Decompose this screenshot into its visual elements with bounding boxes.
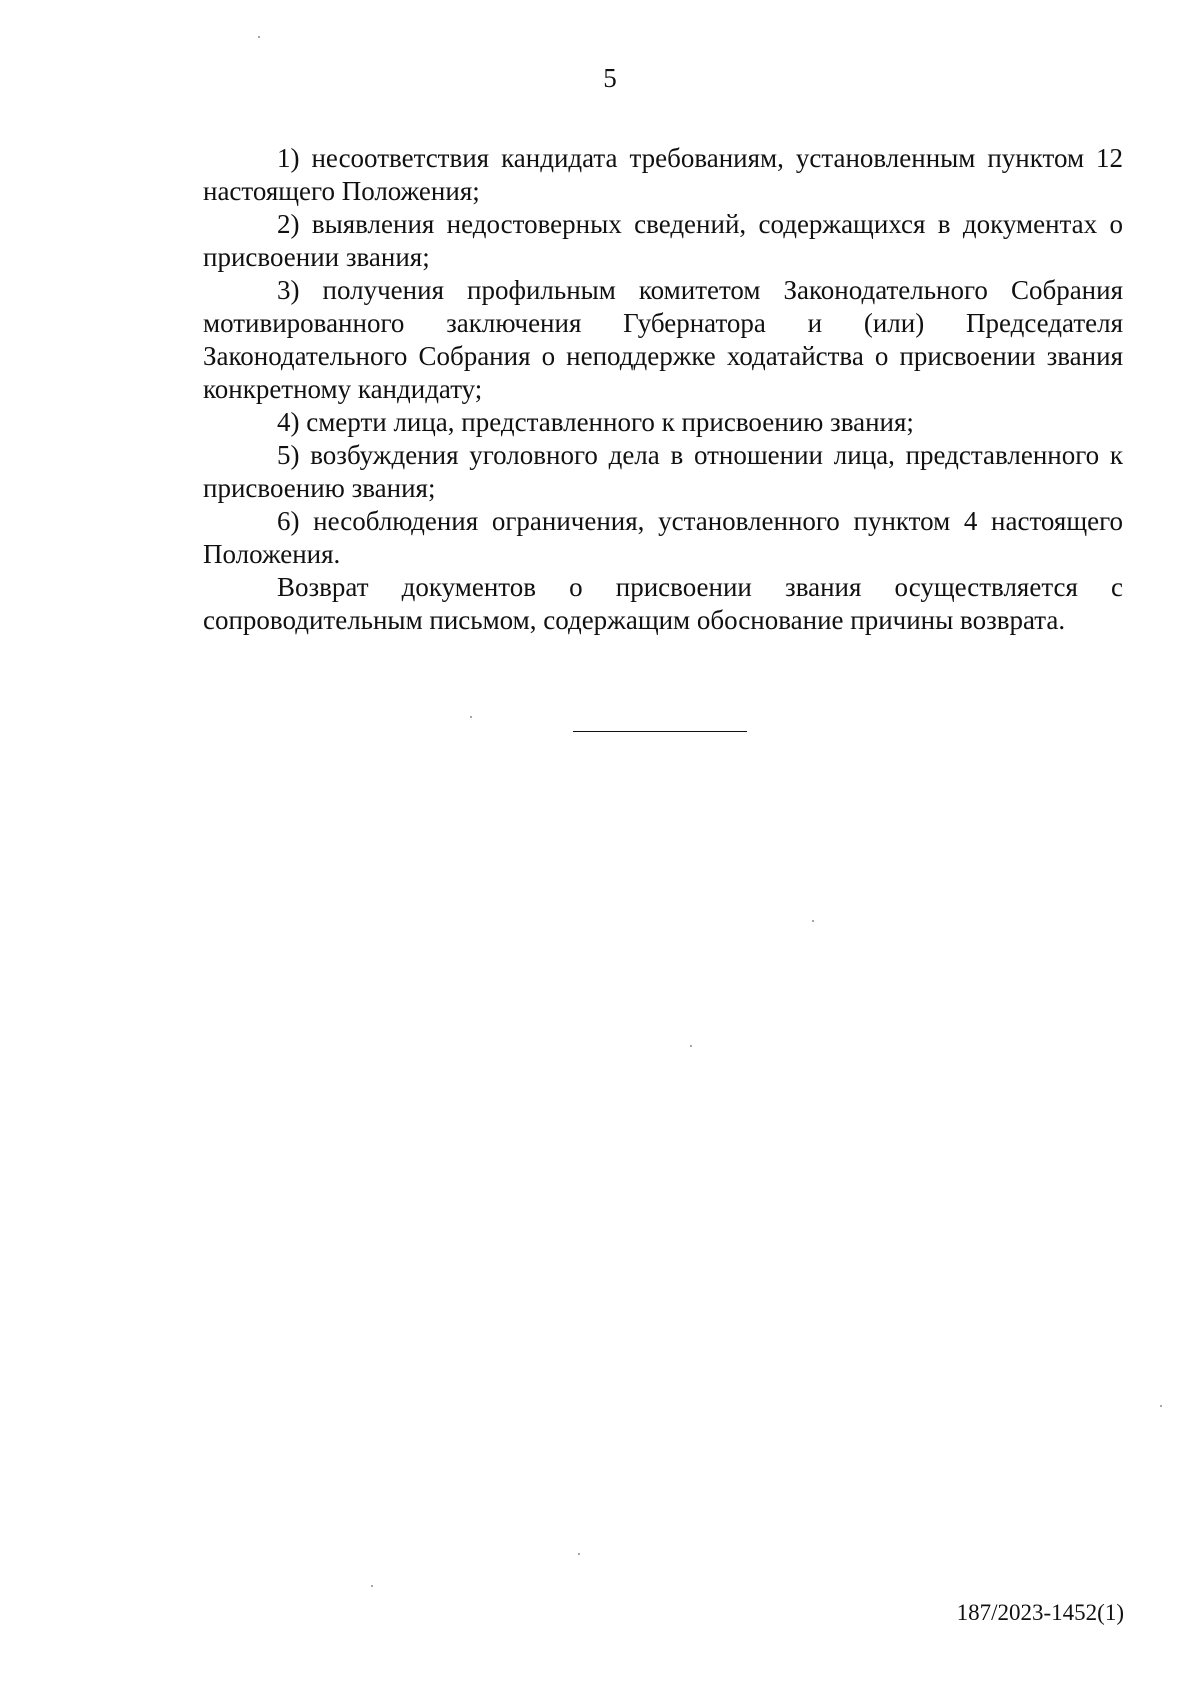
scan-speck [258, 36, 260, 38]
scan-speck [470, 716, 472, 718]
scan-speck [1160, 1405, 1162, 1407]
paragraph-item-3: 3) получения профильным комитетом Законодательного Собрания мотивированного заключения Губернатора и (или) Председателя Законодательного Собрания о неподдержке ходатайства о присвоении звания конкретному кандидату; [203, 275, 1123, 404]
page-number: 5 [603, 63, 617, 93]
scan-speck [690, 1045, 692, 1047]
paragraph-item-6: 6) несоблюдения ограничения, установленного пунктом 4 настоящего Положения. [203, 506, 1123, 569]
paragraph-return-note: Возврат документов о присвоении звания осуществляется с сопроводительным письмом, содержащим обоснование причины возврата. [203, 572, 1123, 635]
paragraph-item-2: 2) выявления недостоверных сведений, содержащихся в документах о присвоении звания; [203, 209, 1123, 272]
scan-speck [578, 1553, 580, 1555]
paragraph-item-5: 5) возбуждения уголовного дела в отношении лица, представленного к присвоению звания; [203, 440, 1123, 503]
paragraph-item-4: 4) смерти лица, представленного к присвоению звания; [277, 407, 914, 437]
scan-speck [371, 1585, 373, 1587]
document-footer-code: 187/2023-1452(1) [956, 1600, 1124, 1625]
end-separator-line [573, 731, 747, 732]
document-body [203, 142, 1123, 637]
paragraph-item-1: 1) несоответствия кандидата требованиям, установленным пунктом 12 настоящего Положения; [203, 143, 1123, 206]
scan-speck [812, 920, 814, 922]
